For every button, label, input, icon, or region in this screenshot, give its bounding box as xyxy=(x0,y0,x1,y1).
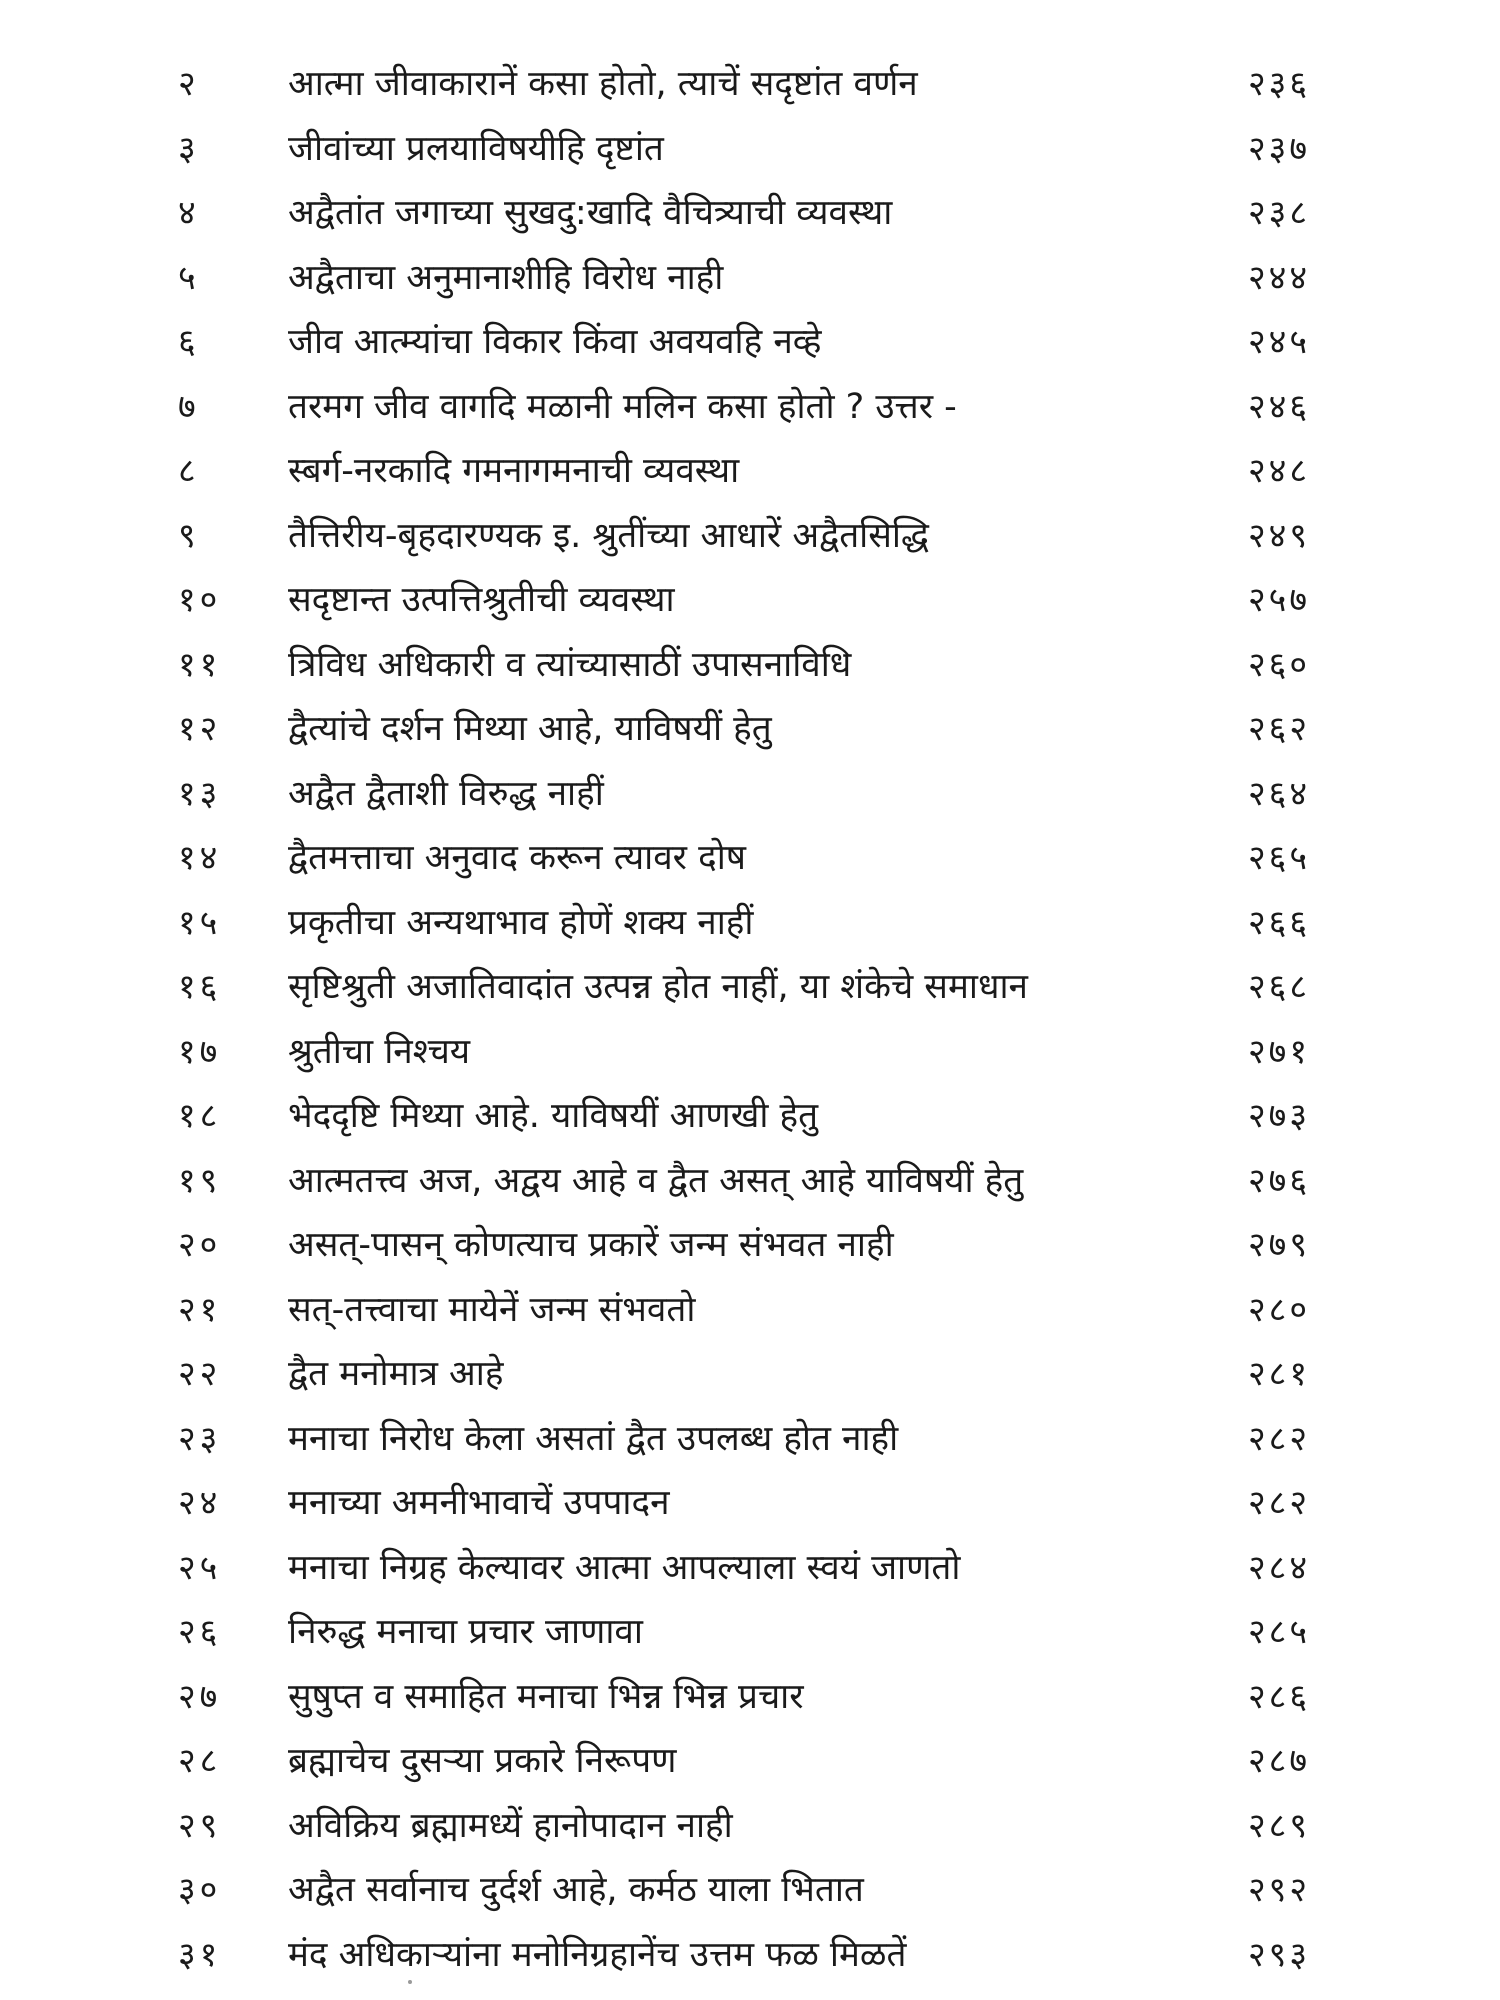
section-title: सदृष्टान्त उत्पत्तिश्रुतीची व्यवस्था xyxy=(288,580,675,620)
page-number: २४९ xyxy=(1248,515,1311,556)
section-title: असत्-पासन् कोणत्याच प्रकारें जन्म संभवत नाही xyxy=(288,1225,894,1265)
section-title: आत्मा जीवाकारानें कसा होतो, त्याचें सदृष्टांत वर्णन xyxy=(288,64,918,104)
section-number: १७ xyxy=(178,1031,222,1072)
section-title: सृष्टिश्रुती अजातिवादांत उत्पन्न होत नाहीं, या शंकेचे समाधान xyxy=(288,967,1028,1007)
section-title: अद्वैताचा अनुमानाशीहि विरोध नाही xyxy=(288,257,724,298)
toc-row xyxy=(0,639,1500,704)
toc-row xyxy=(0,1735,1500,1800)
section-number: १३ xyxy=(178,773,222,814)
toc-row xyxy=(0,1864,1500,1929)
toc-row xyxy=(0,316,1500,381)
page-number: २८० xyxy=(1248,1289,1311,1330)
section-title: निरुद्ध मनाचा प्रचार जाणावा xyxy=(288,1612,643,1652)
section-number: २१ xyxy=(178,1289,222,1330)
section-title: मनाचा निग्रह केल्यावर आत्मा आपल्याला स्वयं जाणतो xyxy=(288,1547,961,1588)
page-number: २७१ xyxy=(1248,1031,1311,1072)
section-number: ४ xyxy=(178,193,200,233)
page-number: २८९ xyxy=(1248,1805,1311,1846)
page-number: २७९ xyxy=(1248,1225,1311,1265)
toc-row xyxy=(0,510,1500,575)
toc-row xyxy=(0,1284,1500,1349)
section-number: १५ xyxy=(178,902,222,943)
page-number: २८५ xyxy=(1248,1612,1311,1652)
section-title: भेददृष्टि मिथ्या आहे. याविषयीं आणखी हेतु xyxy=(288,1096,819,1136)
toc-row xyxy=(0,1348,1500,1413)
section-number: १९ xyxy=(178,1160,222,1201)
section-number: २० xyxy=(178,1225,222,1265)
section-number: २ xyxy=(178,64,200,104)
section-number: ९ xyxy=(178,515,200,556)
page-number: २६६ xyxy=(1248,902,1311,943)
section-number: २५ xyxy=(178,1547,222,1588)
section-number: २४ xyxy=(178,1483,222,1523)
toc-row xyxy=(0,768,1500,833)
section-number: १८ xyxy=(178,1096,222,1136)
page-number: २३७ xyxy=(1248,128,1311,169)
page-number: २८७ xyxy=(1248,1741,1311,1781)
page-number: २७६ xyxy=(1248,1160,1311,1201)
page-number: २६८ xyxy=(1248,967,1311,1007)
section-title: जीवांच्या प्रलयाविषयीहि दृष्टांत xyxy=(288,128,664,169)
section-number: २८ xyxy=(178,1741,222,1781)
section-number: १६ xyxy=(178,967,222,1007)
toc-row xyxy=(0,961,1500,1026)
section-title: मनाचा निरोध केला असतां द्वैत उपलब्ध होत नाही xyxy=(288,1418,899,1459)
toc-row xyxy=(0,1800,1500,1865)
page-number: २९३ xyxy=(1248,1934,1311,1975)
section-title: स्बर्ग-नरकादि गमनागमनाची व्यवस्था xyxy=(288,451,740,491)
toc-row xyxy=(0,1413,1500,1478)
toc-list xyxy=(0,58,1500,1993)
section-title: आत्मतत्त्व अज, अद्वय आहे व द्वैत असत् आहे याविषयीं हेतु xyxy=(288,1160,1024,1201)
section-title: जीव आत्म्यांचा विकार किंवा अवयवहि नव्हे xyxy=(288,322,822,362)
toc-row xyxy=(0,1090,1500,1155)
page-number: २६४ xyxy=(1248,773,1311,814)
toc-row xyxy=(0,58,1500,123)
page-number: २८१ xyxy=(1248,1354,1311,1394)
section-number: १२ xyxy=(178,709,222,749)
page-number: २९२ xyxy=(1248,1870,1311,1910)
toc-row xyxy=(0,1671,1500,1736)
section-title: मनाच्या अमनीभावाचें उपपादन xyxy=(288,1483,670,1523)
page-number: २३६ xyxy=(1248,64,1311,104)
section-title: द्वैतमत्ताचा अनुवाद करून त्यावर दोष xyxy=(288,838,746,878)
section-number: २२ xyxy=(178,1354,222,1394)
toc-row xyxy=(0,445,1500,510)
section-number: २९ xyxy=(178,1805,222,1846)
section-title: सुषुप्त व समाहित मनाचा भिन्न भिन्न प्रचार xyxy=(288,1676,804,1717)
section-number: २७ xyxy=(178,1676,222,1717)
toc-row xyxy=(0,1606,1500,1671)
toc-row xyxy=(0,832,1500,897)
toc-row xyxy=(0,897,1500,962)
section-number: ३० xyxy=(178,1870,222,1910)
section-number: ३ xyxy=(178,128,200,169)
section-title: त्रिविध अधिकारी व त्यांच्यासाठीं उपासनाविधि xyxy=(288,644,852,685)
toc-row xyxy=(0,381,1500,446)
page-number: २६२ xyxy=(1248,709,1311,749)
section-title: प्रकृतीचा अन्यथाभाव होणें शक्य नाहीं xyxy=(288,902,754,943)
section-title: मंद अधिकाऱ्यांना मनोनिग्रहानेंच उत्तम फळ मिळतें xyxy=(288,1934,907,1975)
toc-row xyxy=(0,187,1500,252)
page-number: २८२ xyxy=(1248,1483,1311,1523)
section-number: ८ xyxy=(178,451,200,491)
section-number: ११ xyxy=(178,644,222,685)
section-number: ६ xyxy=(178,322,200,362)
page-number: २४८ xyxy=(1248,451,1311,491)
section-number: २६ xyxy=(178,1612,222,1652)
toc-row xyxy=(0,123,1500,188)
toc-row xyxy=(0,574,1500,639)
section-number: १४ xyxy=(178,838,222,878)
toc-row xyxy=(0,252,1500,317)
toc-row xyxy=(0,1219,1500,1284)
page-number: २४६ xyxy=(1248,386,1311,427)
page-number: २३८ xyxy=(1248,193,1311,233)
section-title: ब्रह्माचेच दुसऱ्या प्रकारे निरूपण xyxy=(288,1741,677,1781)
section-title: द्वैत मनोमात्र आहे xyxy=(288,1354,504,1394)
section-title: अविक्रिय ब्रह्मामध्यें हानोपादान नाही xyxy=(288,1805,733,1846)
page-number: २४४ xyxy=(1248,257,1311,298)
toc-row xyxy=(0,1026,1500,1091)
page-number: २८२ xyxy=(1248,1418,1311,1459)
page-number: २८४ xyxy=(1248,1547,1311,1588)
section-number: ५ xyxy=(178,257,200,298)
page-number: २६० xyxy=(1248,644,1311,685)
toc-row xyxy=(0,1929,1500,1994)
section-title: अद्वैत द्वैताशी विरुद्ध नाहीं xyxy=(288,773,604,814)
section-number: २३ xyxy=(178,1418,222,1459)
section-title: अद्वैतांत जगाच्या सुखदु:खादि वैचित्र्याची व्यवस्था xyxy=(288,193,893,233)
section-title: तरमग जीव वागदि मळानी मलिन कसा होतो ? उत्तर - xyxy=(288,386,957,427)
section-title: सत्-तत्त्वाचा मायेनें जन्म संभवतो xyxy=(288,1289,696,1330)
section-title: तैत्तिरीय-बृहदारण्यक इ. श्रुतींच्या आधारें अद्वैतसिद्धि xyxy=(288,515,929,556)
page-number: २५७ xyxy=(1248,580,1311,620)
page-number: २६५ xyxy=(1248,838,1311,878)
toc-row xyxy=(0,1542,1500,1607)
section-number: ३१ xyxy=(178,1934,222,1975)
paper-speck xyxy=(408,1980,412,1984)
page-number: २४५ xyxy=(1248,322,1311,362)
section-number: ७ xyxy=(178,386,200,427)
toc-row xyxy=(0,1477,1500,1542)
section-title: श्रुतीचा निश्चय xyxy=(288,1031,471,1072)
section-title: अद्वैत सर्वानाच दुर्दर्श आहे, कर्मठ याला भितात xyxy=(288,1870,864,1910)
page-number: २८६ xyxy=(1248,1676,1311,1717)
toc-row xyxy=(0,703,1500,768)
section-title: द्वैत्यांचे दर्शन मिथ्या आहे, याविषयीं हेतु xyxy=(288,709,772,749)
section-number: १० xyxy=(178,580,222,620)
page-number: २७३ xyxy=(1248,1096,1311,1136)
toc-row xyxy=(0,1155,1500,1220)
